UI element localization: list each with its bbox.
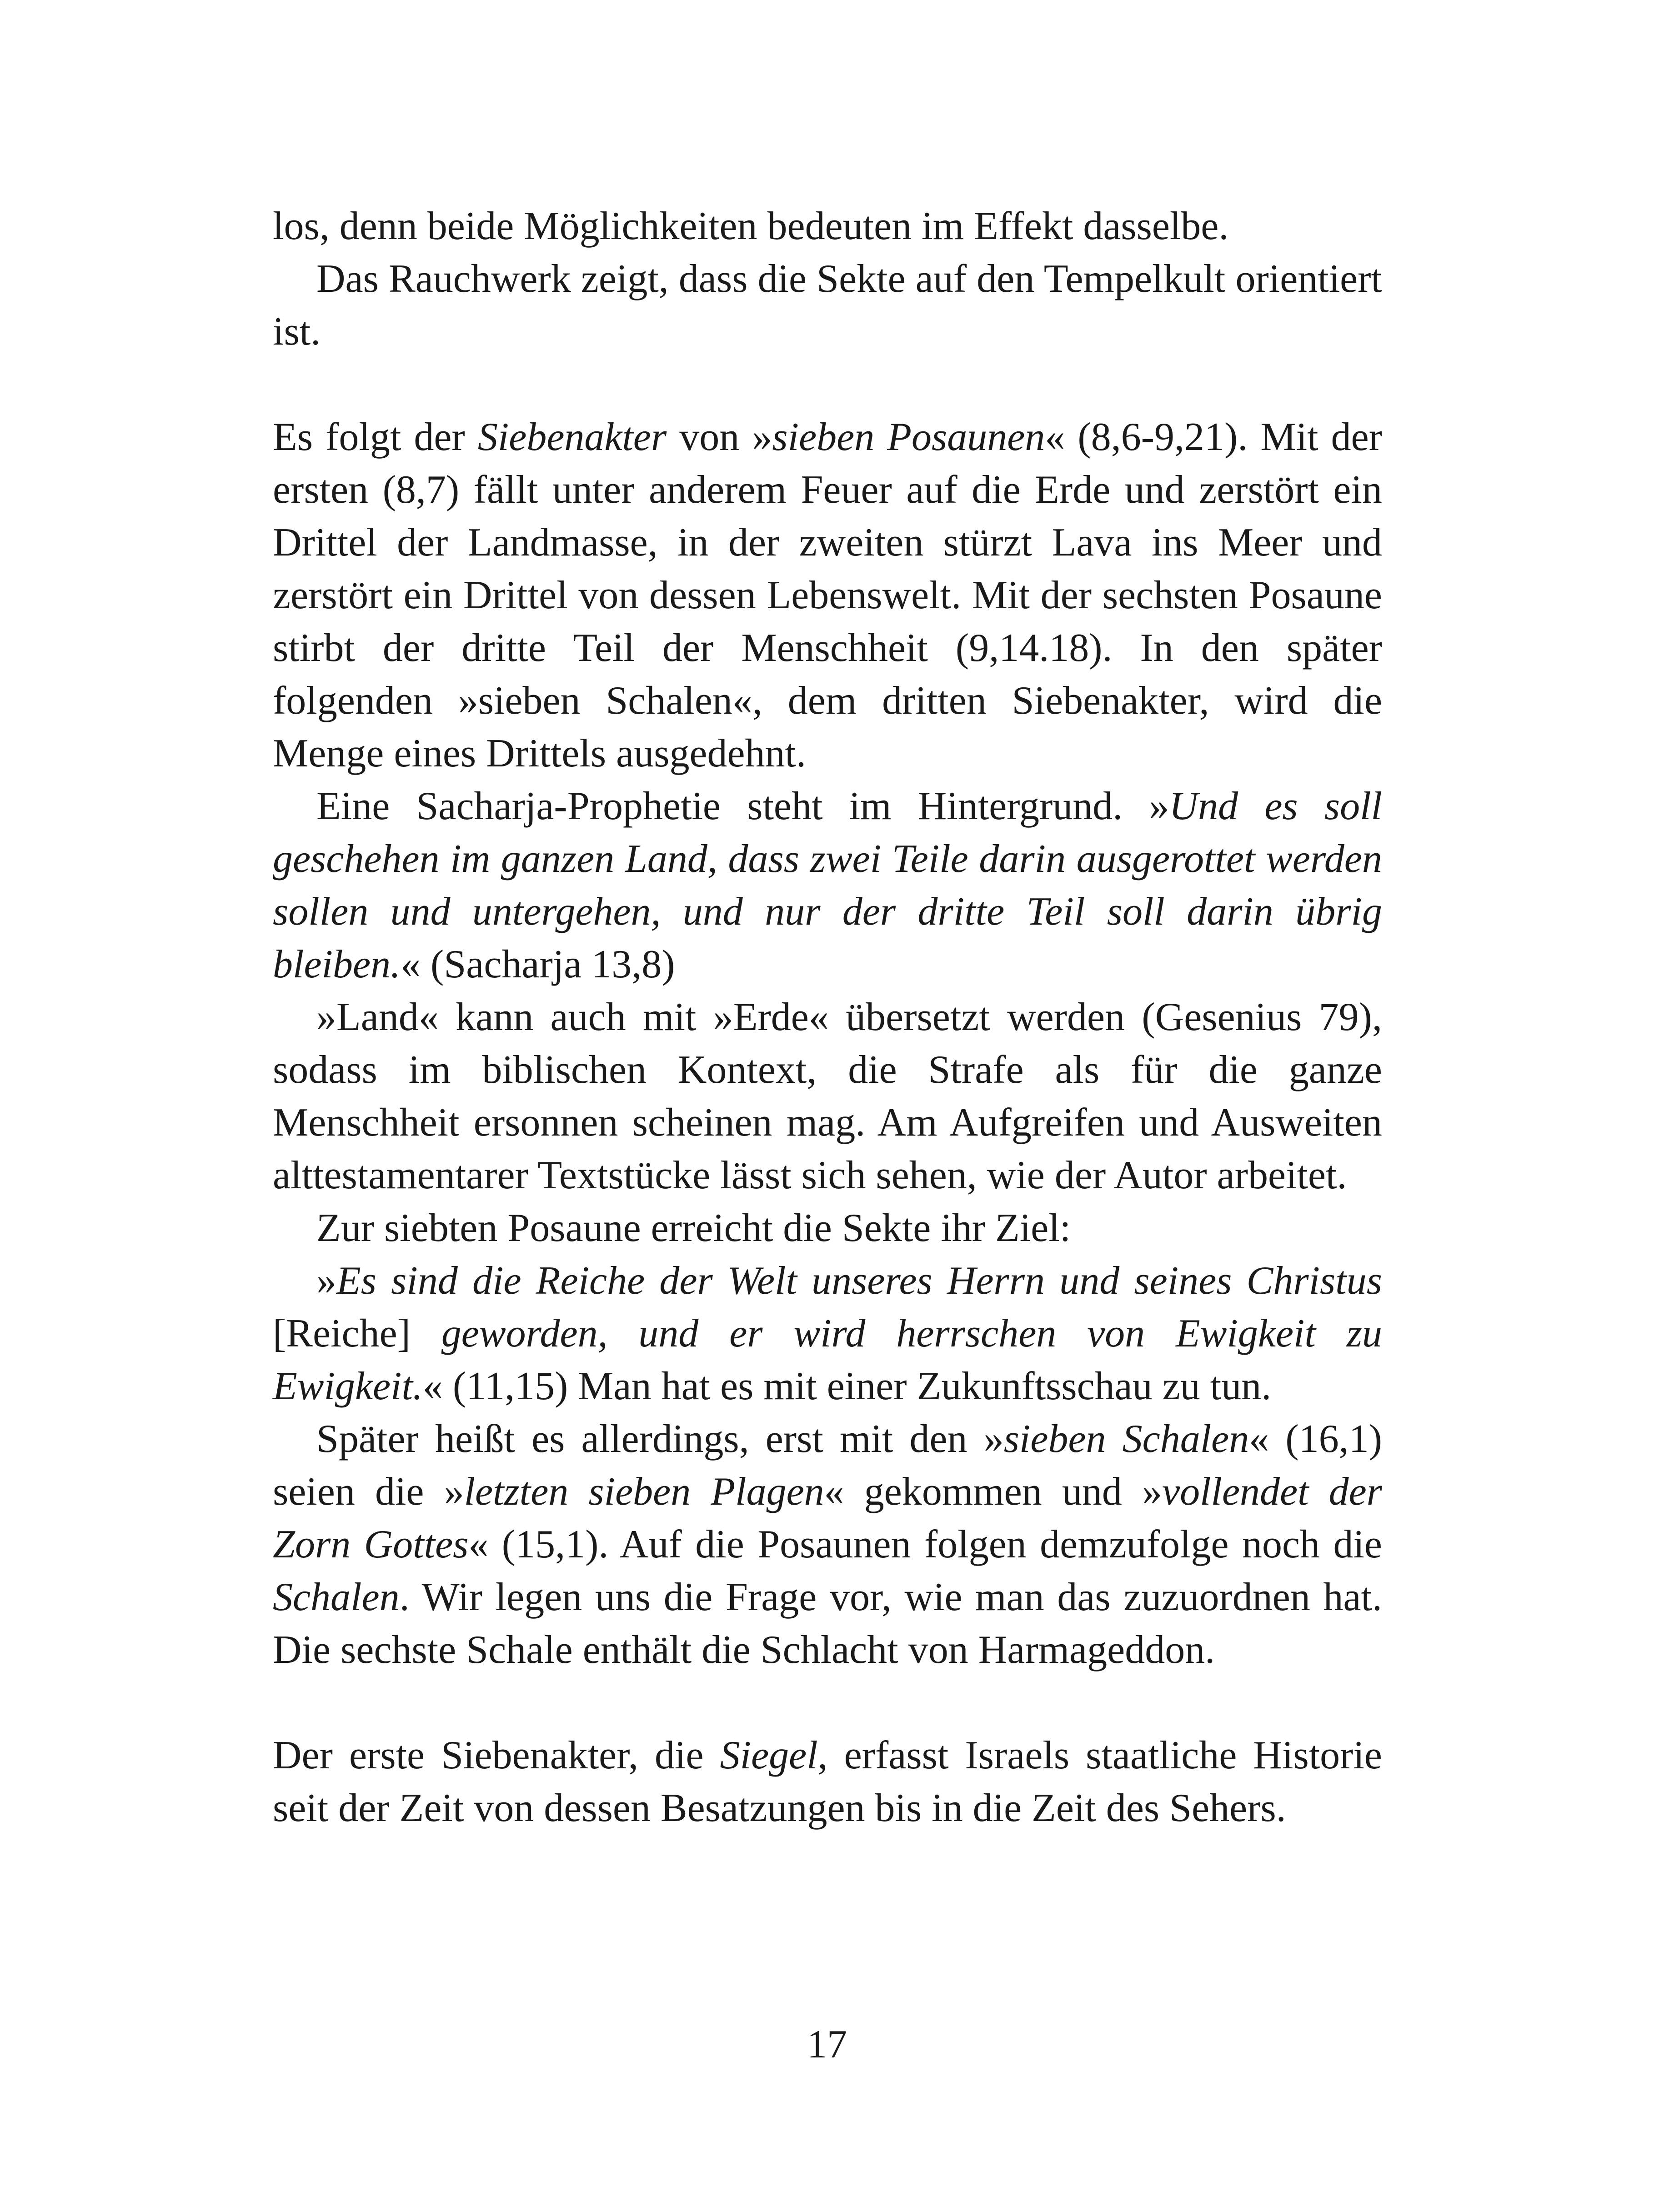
body-text <box>273 200 1382 1835</box>
paragraph <box>273 253 1382 358</box>
text-segment: Später heißt es allerdings, erst mit den » <box>316 1417 1004 1461</box>
italic-text-segment: Und es soll geschehen im ganzen Land, dass zwei Teile darin ausgerottet werden sollen und untergehen, und nur der dritte Teil soll darin übrig bleiben. <box>273 784 1383 986</box>
italic-text-segment: sieben Posaunen <box>772 415 1045 459</box>
italic-text-segment: Es sind die Reiche der Welt unseres Herrn und seines Christus <box>336 1259 1382 1303</box>
paragraph <box>273 200 1382 253</box>
paragraph <box>273 1202 1382 1255</box>
text-segment: « (11,15) Man hat es mit einer Zukunftsschau zu tun. <box>422 1364 1272 1408</box>
text-segment: los, denn beide Möglichkeiten bedeuten im Effekt dasselbe. <box>273 204 1229 248</box>
text-segment: Eine Sacharja-Prophetie steht im Hintergrund. » <box>316 784 1169 828</box>
paragraph <box>273 780 1382 991</box>
italic-text-segment: letzten sieben Plagen <box>464 1470 824 1514</box>
text-segment: Zur siebten Posaune erreicht die Sekte ihr Ziel: <box>316 1206 1071 1250</box>
text-segment: , erfasst Israels staatliche Historie seit der Zeit von dessen Besatzungen bis in die Zeit des Sehers. <box>273 1733 1382 1830</box>
text-segment: « (16,1) seien die » <box>273 1417 1383 1514</box>
italic-text-segment: vollendet der Zorn Gottes <box>273 1470 1382 1566</box>
italic-text-segment: Siegel <box>720 1733 818 1777</box>
text-segment: « (15,1). Auf die Posaunen folgen demzufolge noch die <box>468 1522 1382 1566</box>
text-segment: » <box>316 1259 336 1303</box>
page-number: 17 <box>807 2022 847 2067</box>
text-segment: « gekommen und » <box>824 1470 1163 1514</box>
text-segment: Der erste Siebenakter, die <box>273 1733 720 1777</box>
italic-text-segment: sieben Schalen <box>1003 1417 1249 1461</box>
italic-text-segment: Siebenakter <box>477 415 667 459</box>
text-segment: « (8,6-9,21). Mit der ersten (8,7) fällt unter anderem Feuer auf die Erde und zerstört ein Drittel der Landmasse, in der zweiten stürzt Lava ins Meer und zerstört ein Drittel von dessen Lebenswelt. Mit der sechsten Posaune stirbt der dritte Teil der Menschheit (9,14.18). In den später folgenden »sieben Schalen«, dem dritten Siebenakter, wird die Menge eines Drittels ausgedehnt. <box>273 415 1382 776</box>
paragraph <box>273 991 1382 1202</box>
paragraph <box>273 411 1382 780</box>
text-segment: « (Sacharja 13,8) <box>401 942 675 986</box>
text-segment: »Land« kann auch mit »Erde« übersetzt werden (Gesenius 79), sodass im biblischen Kontext, die Strafe als für die ganze Menschheit ersonnen scheinen mag. Am Aufgreifen und Ausweiten alttestamentarer Textstücke lässt sich sehen, wie der Autor arbeitet. <box>273 995 1382 1197</box>
paragraph <box>273 1413 1382 1677</box>
text-segment: [Reiche] <box>273 1311 441 1356</box>
paragraph <box>273 1729 1382 1835</box>
text-segment: von » <box>667 415 772 459</box>
italic-text-segment: geworden, und er wird herrschen von Ewigkeit zu Ewigkeit. <box>273 1311 1383 1408</box>
text-segment: . Wir legen uns die Frage vor, wie man das zuzuordnen hat. Die sechste Schale enthält die Schlacht von Harmageddon. <box>273 1575 1382 1672</box>
text-segment: Es folgt der <box>273 415 478 459</box>
italic-text-segment: Schalen <box>273 1575 400 1619</box>
text-segment: Das Rauchwerk zeigt, dass die Sekte auf den Tempelkult orientiert ist. <box>273 257 1382 354</box>
paragraph <box>273 1255 1382 1413</box>
